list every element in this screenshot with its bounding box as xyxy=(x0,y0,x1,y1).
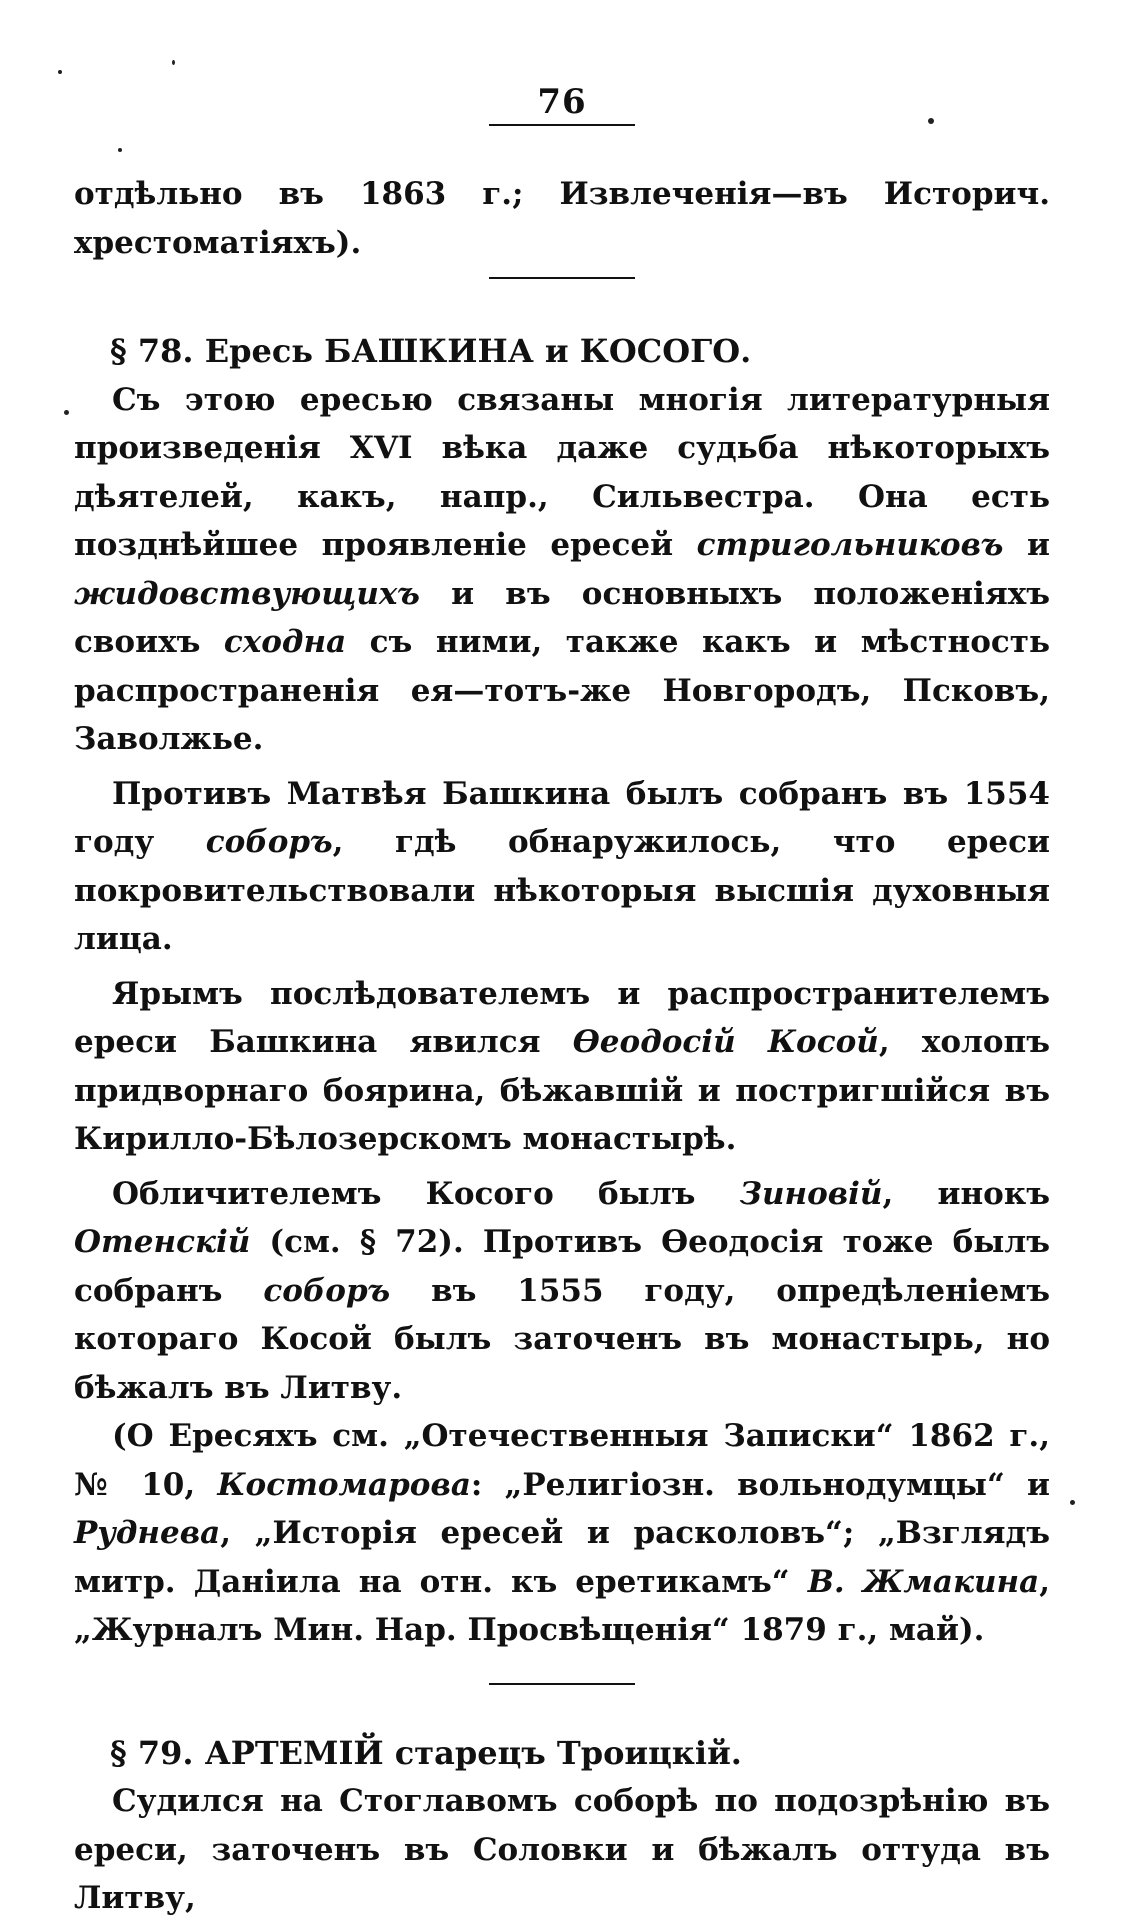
italic-term: стригольниковъ xyxy=(696,527,1004,563)
section-79-paragraph-1: Судился на Стоглавомъ соборѣ по подозрѣнію въ ереси, заточенъ въ Соловки и бѣжалъ оттуда въ Литву, xyxy=(74,1783,1050,1916)
page-number: 76 xyxy=(537,82,587,122)
text-run: и въ основныхъ положеніяхъ своихъ xyxy=(74,575,1050,660)
text-run: , „Исторія ересей и расколовъ“; „Взглядъ митр. Даніила на отн. къ еретикамъ“ xyxy=(74,1515,1050,1600)
section-78-paragraph-2 xyxy=(74,770,1050,964)
italic-term: соборъ xyxy=(205,824,333,860)
section-divider xyxy=(489,1683,635,1685)
section-78-heading: § 78. Ересь БАШКИНА и КОСОГО. xyxy=(110,332,752,370)
italic-term: соборъ xyxy=(263,1272,391,1309)
text-run: , инокъ xyxy=(882,1175,1050,1212)
section-79-heading: § 79. АРТЕМІЙ старецъ Троицкій. xyxy=(110,1733,742,1772)
section-78-paragraph-4 xyxy=(74,1170,1050,1413)
italic-term: Костомарова xyxy=(217,1466,471,1503)
text-run: , „Журналъ Мин. Нар. Просвѣщенія“ 1879 г., май). xyxy=(74,1563,1050,1648)
print-speck xyxy=(118,148,122,152)
print-speck xyxy=(928,118,934,124)
italic-term: Зиновій xyxy=(739,1175,883,1212)
italic-term: сходна xyxy=(223,624,347,660)
print-speck xyxy=(58,70,62,74)
text-run: Противъ Матвѣя Башкина былъ собранъ въ 1554 году xyxy=(74,775,1050,860)
text-run: (О Ересяхъ см. „Отечественныя Записки“ 1862 г., № 10, xyxy=(74,1418,1050,1503)
text-run: въ 1555 году, опредѣленіемъ котораго Косой былъ заточенъ въ монастырь, но бѣжалъ въ Литву. xyxy=(74,1272,1050,1406)
section-78-references xyxy=(74,1412,1050,1655)
text-run: Съ этою ересью связаны многія литературныя произведенія XVI вѣка даже судьба нѣкоторыхъ дѣятелей, какъ, напр., Сильвестра. Она есть позднѣйшее проявленіе ересей xyxy=(74,381,1050,563)
print-speck xyxy=(1070,1500,1075,1505)
text-run: , гдѣ обнаружилось, что ереси покровительствовали нѣкоторыя высшія духовныя лица. xyxy=(74,824,1050,957)
italic-term: жидовствующихъ xyxy=(74,575,420,612)
text-run: Ярымъ послѣдователемъ и распространителемъ ереси Башкина явился xyxy=(74,975,1050,1060)
header-rule xyxy=(489,124,635,126)
text-run: и xyxy=(1003,527,1050,563)
text-run: съ ними, также какъ и мѣстность распространенія ея—тотъ-же Новгородъ, Псковъ, Заволжье. xyxy=(74,624,1050,757)
section-divider xyxy=(489,277,635,279)
text-run: Обличителемъ Косого былъ xyxy=(112,1175,740,1212)
italic-term: Отенскій xyxy=(74,1224,251,1260)
italic-term: Руднева xyxy=(74,1515,221,1551)
text-run: : „Религіозн. вольнодумцы“ и xyxy=(470,1466,1050,1503)
text-run: , холопъ придворнаго боярина, бѣжавшій и постригшійся въ Кирилло-Бѣлозерскомъ монастырѣ. xyxy=(74,1024,1051,1157)
print-speck xyxy=(64,410,69,415)
continuation-paragraph: отдѣльно въ 1863 г.; Извлеченія—въ Историч. хрестоматіяхъ). xyxy=(74,176,1050,261)
print-speck xyxy=(172,60,175,65)
section-78-paragraph-1 xyxy=(74,376,1050,764)
italic-term: Ѳеодосій Косой xyxy=(572,1024,879,1060)
section-78-paragraph-3 xyxy=(74,970,1050,1164)
text-run: (см. § 72). Противъ Ѳеодосія тоже былъ собранъ xyxy=(74,1224,1050,1309)
italic-term: В. Жмакина xyxy=(807,1563,1040,1600)
